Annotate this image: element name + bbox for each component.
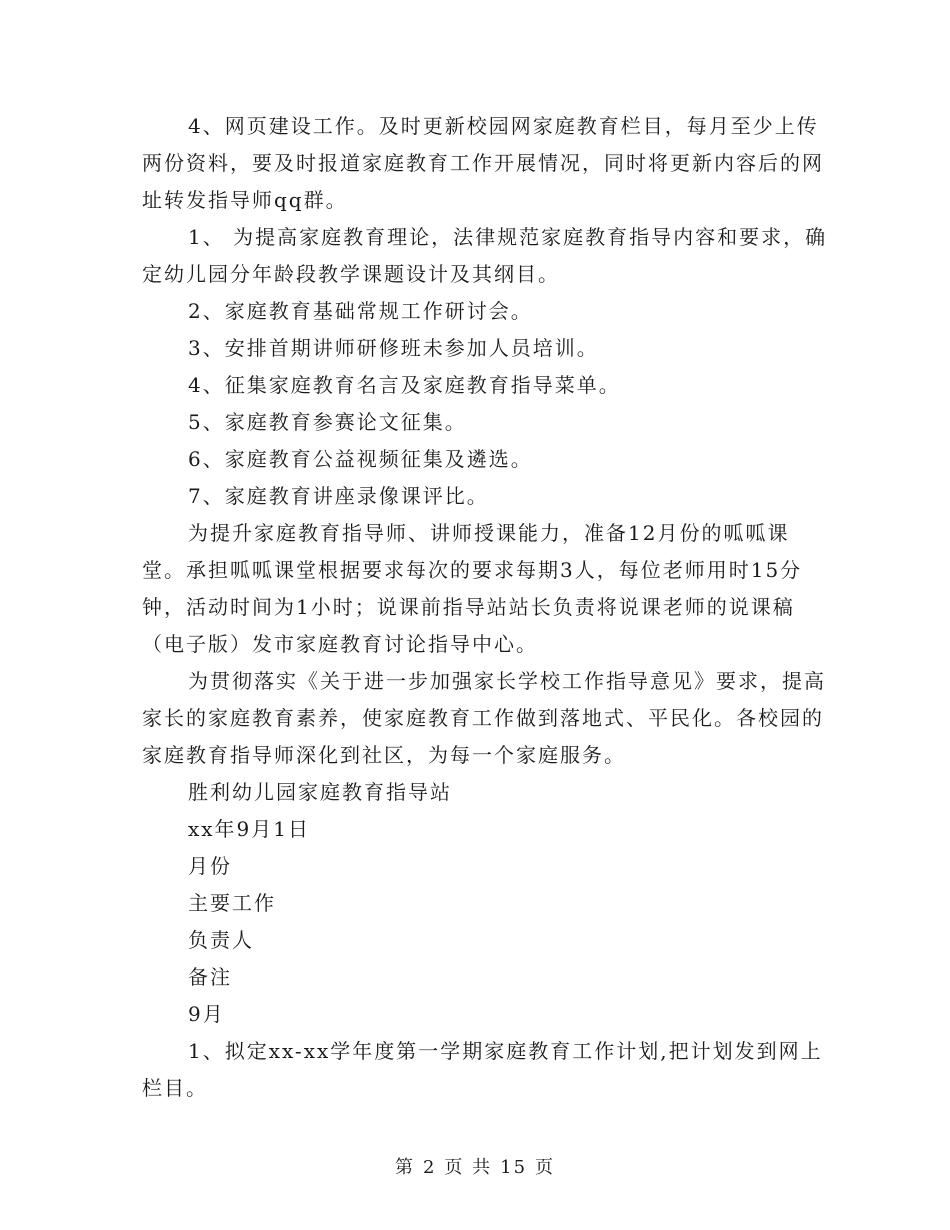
footer-prefix: 第: [394, 1157, 415, 1178]
table-cell-september: 9月: [188, 1002, 225, 1026]
table-header-remarks: 备注: [188, 965, 232, 989]
signature-organization: 胜利幼儿园家庭教育指导站: [188, 780, 452, 804]
paragraph-item-1: 1、 为提高家庭教育理论，法律规范家庭教育指导内容和要求，确定幼儿园分年龄段教学课题设计及其纲目。: [142, 225, 828, 286]
table-header-person-in-charge: 负责人: [188, 928, 254, 952]
paragraph-item-7: 7、家庭教育讲座录像课评比。: [188, 484, 489, 508]
paragraph-implementation: 为贯彻落实《关于进一步加强家长学校工作指导意见》要求，提高家长的家庭教育素养，使家庭教育工作做到落地式、平民化。各校园的家庭教育指导师深化到社区，为每一个家庭服务。: [142, 669, 826, 767]
paragraph-guagua-class: 为提升家庭教育指导师、讲师授课能力，准备12月份的呱呱课堂。承担呱呱课堂根据要求每次的要求每期3人，每位老师用时15分钟，活动时间为1小时；说课前指导站站长负责将说课老师的说课稿（电子版）发市家庭教育讨论指导中心。: [142, 521, 803, 656]
paragraph-item-4: 4、征集家庭教育名言及家庭教育指导菜单。: [188, 373, 621, 397]
table-header-month: 月份: [188, 854, 232, 878]
table-cell-september-work-1: 1、拟定xx-xx学年度第一学期家庭教育工作计划,把计划发到网上栏目。: [142, 1039, 823, 1100]
paragraph-item-6: 6、家庭教育公益视频征集及遴选。: [188, 447, 533, 471]
paragraph-web-construction: 4、网页建设工作。及时更新校园网家庭教育栏目，每月至少上传两份资料，要及时报道家庭教育工作开展情况，同时将更新内容后的网址转发指导师qq群。: [142, 114, 824, 212]
footer-suffix: 页: [535, 1157, 556, 1178]
signature-date: xx年9月1日: [188, 817, 311, 841]
paragraph-item-5: 5、家庭教育参赛论文征集。: [188, 410, 467, 434]
paragraph-item-2: 2、家庭教育基础常规工作研讨会。: [188, 299, 533, 323]
table-header-main-work: 主要工作: [188, 891, 276, 915]
footer-page-number: 2: [422, 1157, 437, 1178]
footer-total-pages: 15: [500, 1157, 528, 1178]
footer-middle: 页 共: [444, 1157, 493, 1178]
document-body: [142, 108, 832, 1107]
page-footer: [0, 1153, 950, 1179]
paragraph-item-3: 3、安排首期讲师研修班未参加人员培训。: [188, 336, 599, 360]
